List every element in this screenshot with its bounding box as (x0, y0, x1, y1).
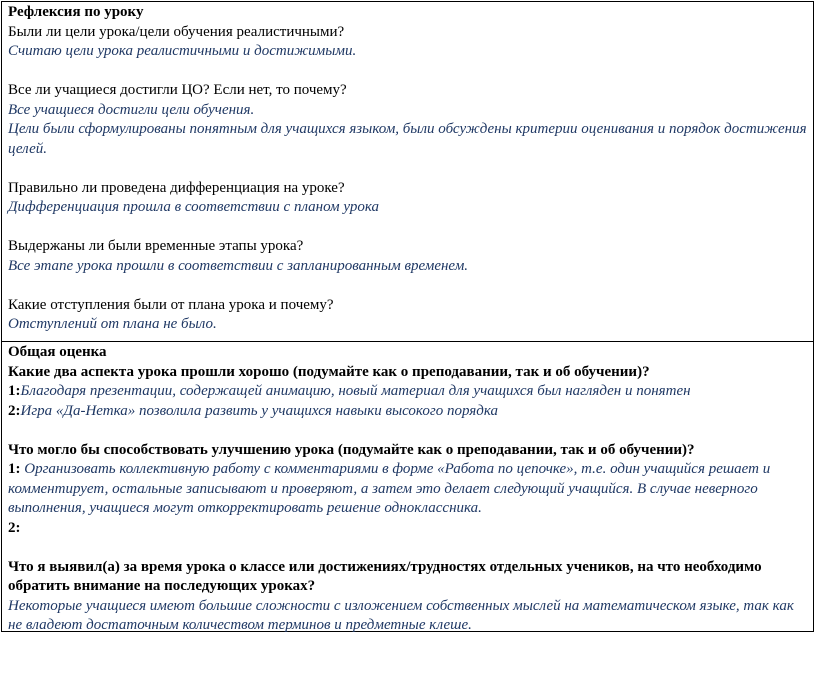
good-aspect-1-text: Благодаря презентации, содержащей анимацию, новый материал для учащихся был нагляден и понятен (20, 383, 691, 399)
spacer (8, 421, 807, 441)
reflection-title: Рефлексия по уроку (8, 4, 144, 20)
item-number: 1: (8, 461, 21, 477)
question-goals-realistic: Были ли цели урока/цели обучения реалистичными? (8, 23, 345, 40)
question-improvements: Что могло бы способствовать улучшению урока (подумайте как о преподавании, так и об обучении)? (8, 441, 695, 458)
reflection-cell (2, 2, 813, 342)
spacer (8, 538, 807, 558)
question-deviations: Какие отступления были от плана урока и почему? (8, 296, 334, 313)
question-goals-achieved: Все ли учащиеся достигли ЦО? Если нет, то почему? (8, 82, 347, 98)
question-class-findings: Что я выявил(а) за время урока о классе или достижениях/трудностях отдельных учеников, на что необходимо обратить внимание на последующих уроках? (8, 558, 762, 594)
question-time-stages: Выдержаны ли были временные этапы урока? (8, 238, 304, 254)
good-aspect-2 (8, 402, 807, 422)
improvement-1-text: Организовать коллективную работу с комментариями в форме «Работа по цепочке», т.е. один учащийся решает и комментирует, остальные записывают и проверяют, а затем это делает следующий учащийся. В случае неверного выполнения, учащиеся могут откорректировать решение одноклассника. (8, 461, 771, 516)
answer-class-findings: Некоторые учащиеся имеют большие сложности с изложением собственных мыслей на математическом языке, так как не владеют достаточным количеством терминов и предметные клеше. (8, 597, 794, 633)
item-number: 1: (8, 383, 21, 399)
assessment-cell (2, 342, 813, 631)
item-number: 2: (8, 402, 21, 419)
improvement-1 (8, 460, 807, 519)
good-aspect-1 (8, 382, 807, 402)
reflection-table (1, 1, 814, 632)
assessment-title: Общая оценка (8, 344, 107, 360)
question-good-aspects: Какие два аспекта урока прошли хорошо (подумайте как о преподавании, так и об обучении)? (8, 363, 650, 380)
answer-goals-achieved: Все учащиеся достигли цели обучения. (8, 101, 255, 118)
spacer (8, 159, 807, 179)
answer-differentiation: Дифференциация прошла в соответствии с планом урока (8, 199, 379, 215)
spacer (8, 62, 807, 82)
improvement-2 (8, 519, 807, 539)
spacer (8, 276, 807, 296)
good-aspect-2-text: Игра «Да-Нетка» позволила развить у учащихся навыки высокого порядка (20, 402, 498, 419)
question-differentiation: Правильно ли проведена дифференциация на уроке? (8, 179, 345, 196)
answer-goals-explanation: Цели были сформулированы понятным для учащихся языком, были обсуждены критерии оценивания и порядок достижения целей. (8, 121, 807, 157)
answer-time-stages: Все этапе урока прошли в соответствии с запланированным временем. (8, 257, 469, 274)
answer-deviations: Отступлений от плана не было. (8, 316, 217, 332)
item-number: 2: (8, 519, 21, 536)
answer-goals-realistic: Считаю цели урока реалистичными и достижимыми. (8, 43, 357, 59)
spacer (8, 218, 807, 238)
